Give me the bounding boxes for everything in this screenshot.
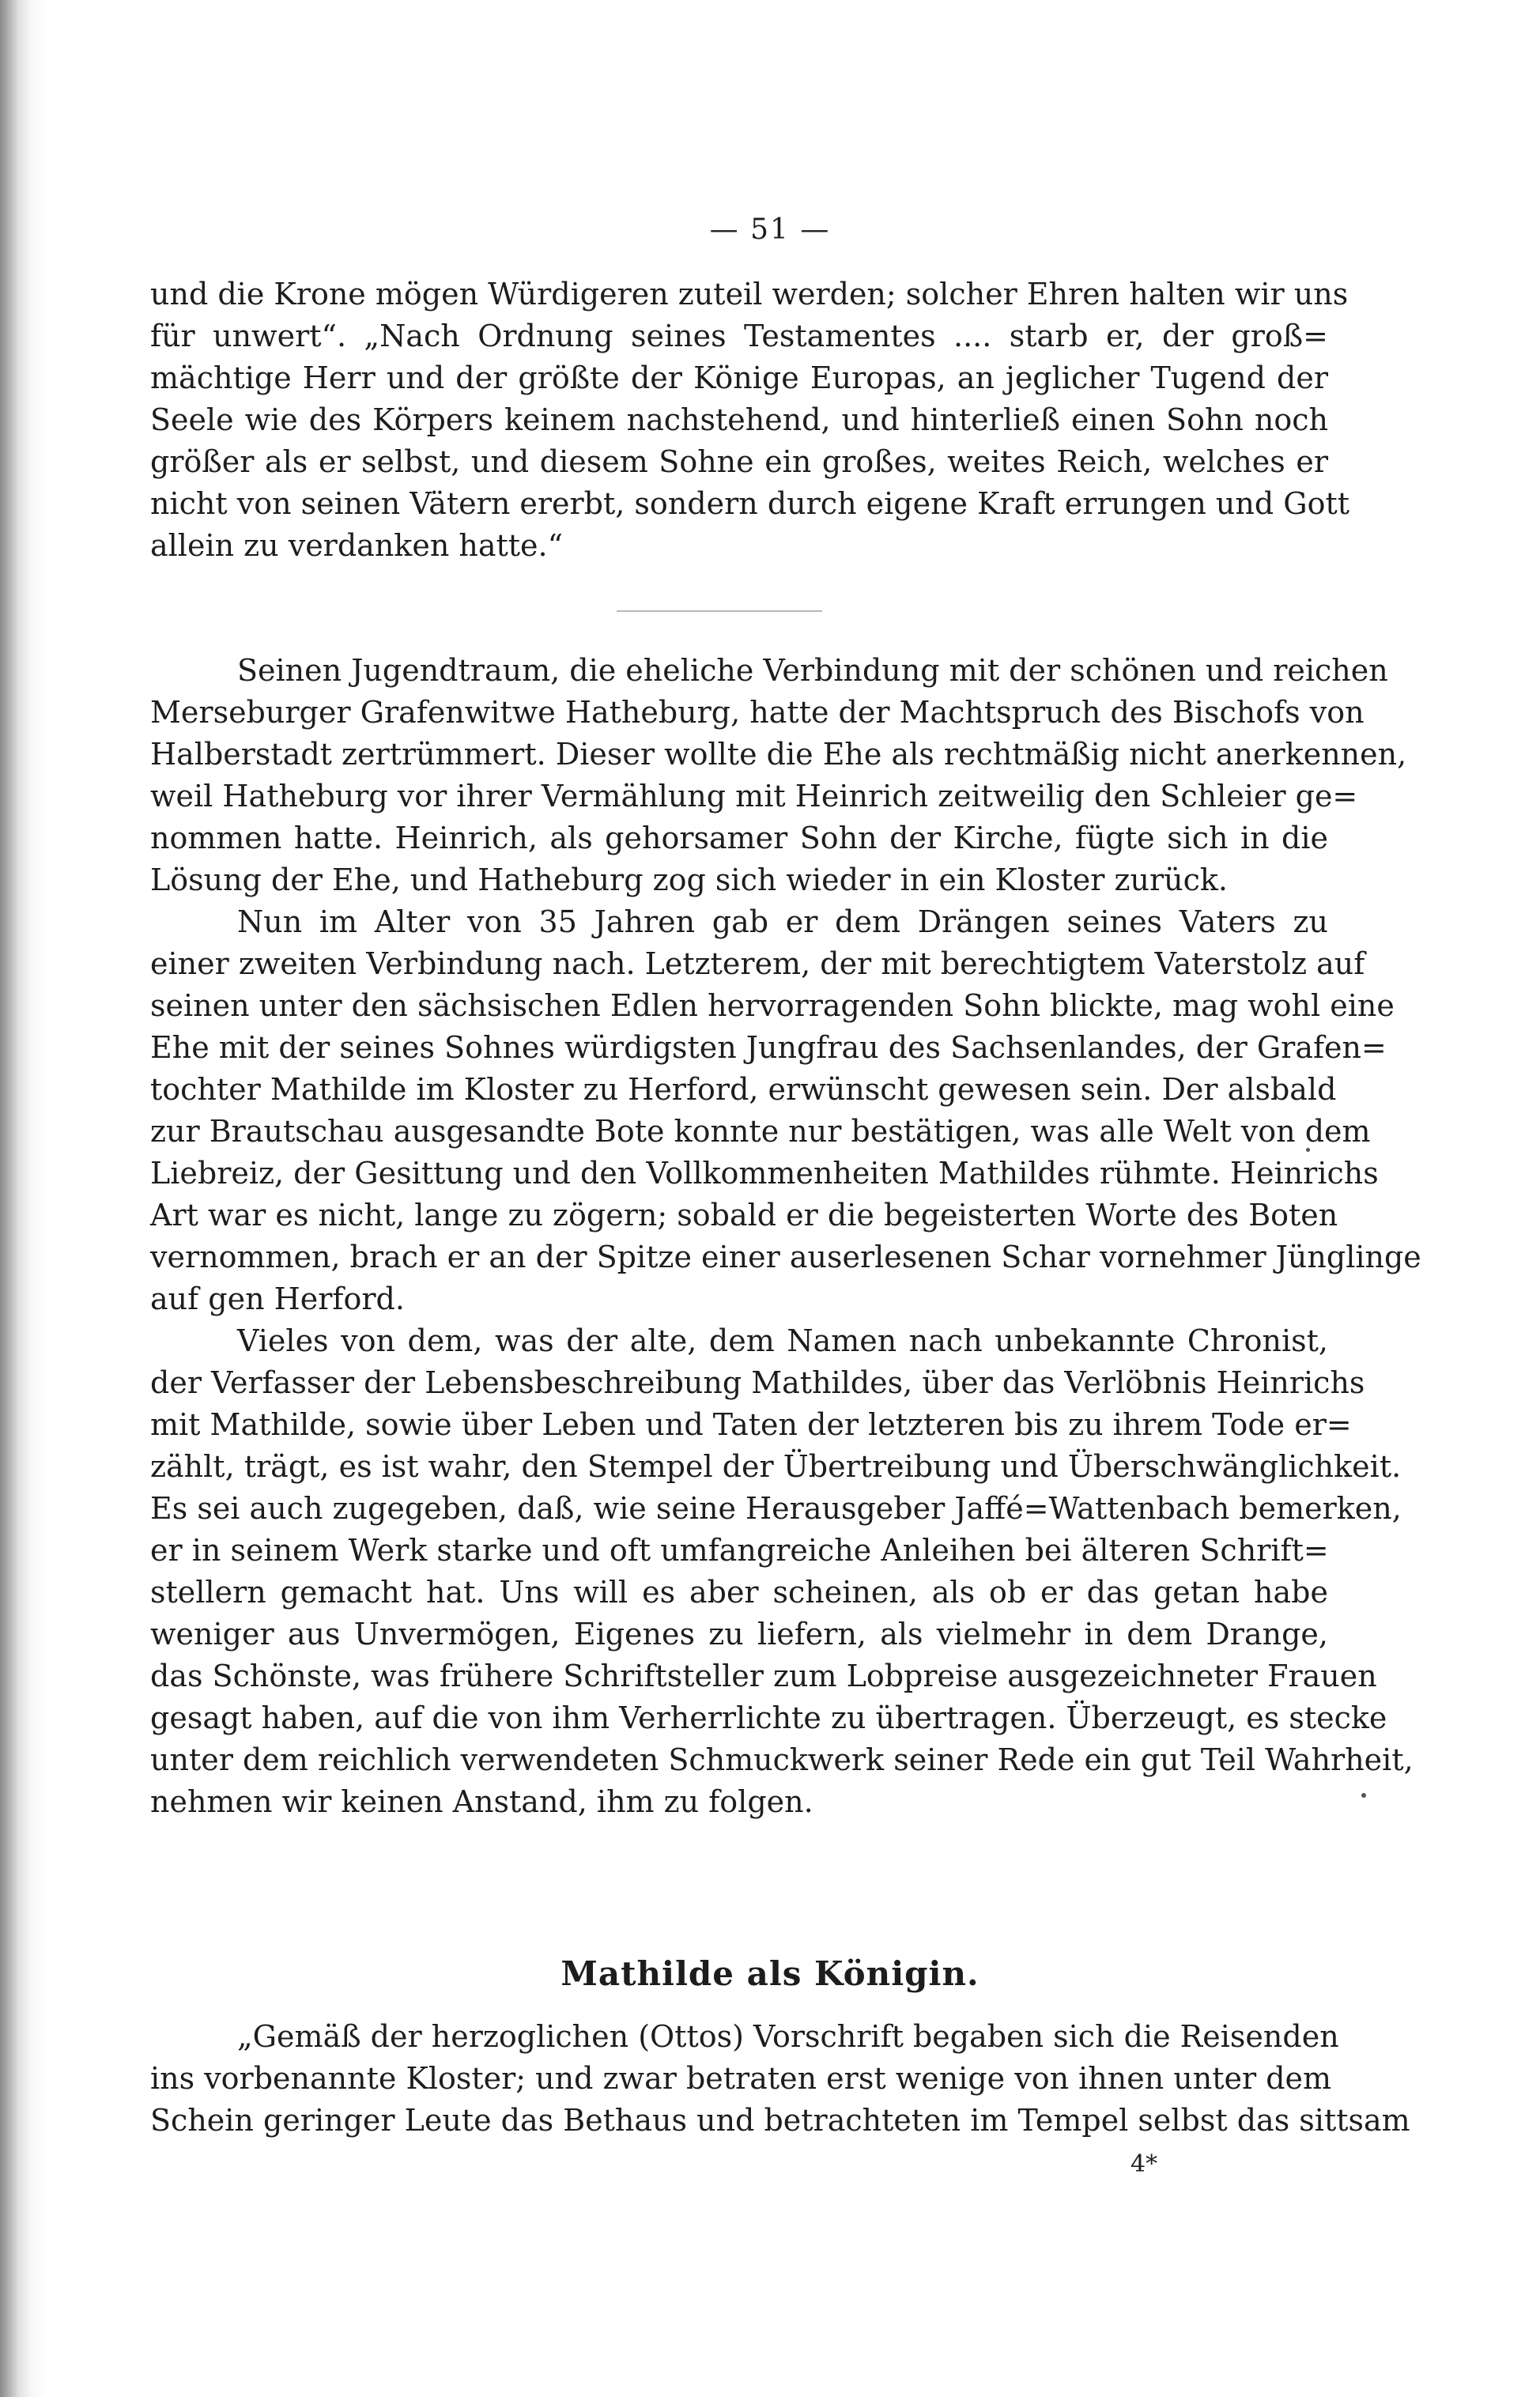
text-line: Art war es nicht, lange zu zögern; sobald er die begeisterten Worte des Boten (150, 1198, 1338, 1232)
text-line: einer zweiten Verbindung nach. Letzterem, der mit berechtigtem Vaterstolz auf (150, 946, 1365, 981)
text-line: Es sei auch zugegeben, daß, wie seine Herausgeber Jaffé=Wattenbach bemerken, (150, 1491, 1402, 1526)
text-line: vernommen, brach er an der Spitze einer auserlesenen Schar vornehmer Jünglinge (150, 1240, 1421, 1274)
text-line: gesagt haben, auf die von ihm Verherrlichte zu übertragen. Überzeugt, es stecke (150, 1701, 1387, 1735)
text-line: tochter Mathilde im Kloster zu Herford, erwünscht gewesen sein. Der alsbald (150, 1072, 1337, 1107)
section-separator (617, 610, 822, 612)
text-line: weil Hatheburg vor ihrer Vermählung mit Heinrich zeitweilig den Schleier ge= (150, 779, 1358, 813)
text-line: „Gemäß der herzoglichen (Ottos) Vorschrift begaben sich die Reisenden (237, 2019, 1339, 2054)
text-line: seinen unter den sächsischen Edlen hervorragenden Sohn blickte, mag wohl eine (150, 988, 1395, 1023)
paragraph-1 (150, 274, 1349, 567)
text-line: zählt, trägt, es ist wahr, den Stempel der Übertreibung und Überschwänglichkeit. (150, 1449, 1402, 1484)
scan-speck (1361, 1793, 1366, 1798)
text-line: Halberstadt zertrümmert. Dieser wollte die Ehe als rechtmäßig nicht anerkennen, (150, 737, 1407, 772)
text-line: auf gen Herford. (150, 1282, 405, 1316)
scan-edge-shadow (0, 0, 47, 2397)
text-line: Merseburger Grafenwitwe Hatheburg, hatte der Machtspruch des Bischofs von (150, 695, 1364, 730)
printer-signature-mark: 4* (1130, 2150, 1158, 2178)
paragraph-4 (150, 1320, 1414, 1823)
text-line: Seinen Jugendtraum, die eheliche Verbindung mit der schönen und reichen (237, 653, 1388, 688)
page-number: — 51 — (709, 213, 831, 246)
text-line: weniger aus Unvermögen, Eigenes zu liefern, als vielmehr in dem Drange, (150, 1617, 1328, 1651)
text-line: für unwert“. „Nach Ordnung seines Testamentes .... starb er, der groß= (150, 319, 1328, 353)
text-line: nehmen wir keinen Anstand, ihm zu folgen. (150, 1784, 813, 1819)
paragraph-5 (150, 2016, 1410, 2142)
text-line: stellern gemacht hat. Uns will es aber scheinen, als ob er das getan habe (150, 1575, 1328, 1610)
text-line: ins vorbenannte Kloster; und zwar betraten erst wenige von ihnen unter dem (150, 2061, 1332, 2096)
text-line: nommen hatte. Heinrich, als gehorsamer Sohn der Kirche, fügte sich in die (150, 821, 1328, 855)
text-line: mit Mathilde, sowie über Leben und Taten der letzteren bis zu ihrem Tode er= (150, 1407, 1352, 1442)
text-line: Ehe mit der seines Sohnes würdigsten Jungfrau des Sachsenlandes, der Grafen= (150, 1030, 1387, 1065)
text-line: er in seinem Werk starke und oft umfangreiche Anleihen bei älteren Schrift= (150, 1533, 1329, 1568)
text-line: Schein geringer Leute das Bethaus und betrachteten im Tempel selbst das sittsam (150, 2103, 1410, 2138)
text-line: Seele wie des Körpers keinem nachstehend, und hinterließ einen Sohn noch (150, 402, 1328, 437)
text-line: Lösung der Ehe, und Hatheburg zog sich wieder in ein Kloster zurück. (150, 863, 1228, 897)
text-line: unter dem reichlich verwendeten Schmuckwerk seiner Rede ein gut Teil Wahrheit, (150, 1742, 1414, 1777)
paragraph-2 (150, 650, 1407, 901)
text-line: größer als er selbst, und diesem Sohne ein großes, weites Reich, welches er (150, 444, 1328, 479)
text-line: und die Krone mögen Würdigeren zuteil werden; solcher Ehren halten wir uns (150, 277, 1349, 311)
text-line: Nun im Alter von 35 Jahren gab er dem Drängen seines Vaters zu (237, 904, 1328, 939)
text-line: nicht von seinen Vätern ererbt, sondern durch eigene Kraft errungen und Gott (150, 486, 1349, 521)
paragraph-3 (150, 901, 1421, 1320)
text-line: das Schönste, was frühere Schriftsteller zum Lobpreise ausgezeichneter Frauen (150, 1659, 1377, 1693)
text-line: Liebreiz, der Gesittung und den Vollkommenheiten Mathildes rühmte. Heinrichs (150, 1156, 1379, 1191)
text-line: mächtige Herr und der größte der Könige Europas, an jeglicher Tugend der (150, 360, 1328, 395)
text-line: Vieles von dem, was der alte, dem Namen nach unbekannte Chronist, (237, 1323, 1328, 1358)
text-line: der Verfasser der Lebensbeschreibung Mathildes, über das Verlöbnis Heinrichs (150, 1365, 1365, 1400)
text-line: zur Brautschau ausgesandte Bote konnte nur bestätigen, was alle Welt von dem (150, 1114, 1371, 1149)
section-heading: Mathilde als Königin. (561, 1954, 979, 1993)
text-line: allein zu verdanken hatte.“ (150, 528, 564, 563)
